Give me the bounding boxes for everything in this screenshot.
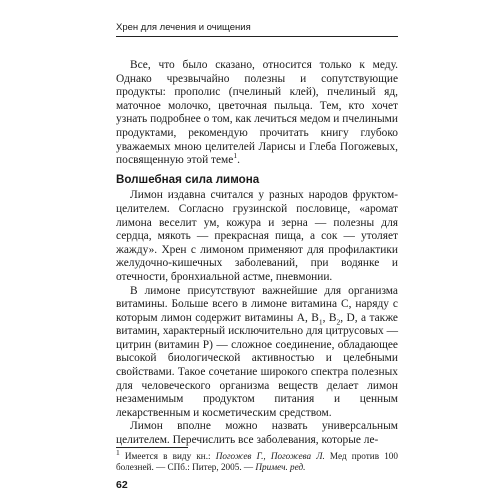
footnote-title: Мед против 100 болезней. — СПб.: Питер, 2005. — <box>116 451 398 472</box>
paragraph-text: В лимоне присутствуют важнейшие для организма витамины. Больше всего в лимоне витамина С, наряду с которым лимон содержит витамины А, В <box>116 284 398 324</box>
paragraph-lemon-healer: Лимон издавна считался у разных народов фруктом-целителем. Согласно грузинской пословице, «аромат лимона веселит ум, кожура и зерна — полезны для сердца, мякоть — прекрасная пища, а сок — утоляет жажду». Хрен с лимоном применяют для профилактики желудочно-кишечных заболеваний, при водянке и отечности, бронхиальной астме, пневмонии. <box>116 189 398 283</box>
footnote-authors: Погожев Г., Погожева Л. <box>215 451 325 461</box>
paragraph-text: Все, что было сказано, относится только к меду. Однако чрезвычайно полезны и сопутствующие продукты: прополис (пчелиный клей), пчелиный яд, маточное молочко, цветочная пыльца. Тем, кто хочет узнать подробнее о том, как лечиться медом и пчелиными продуктами, рекомендую прочитать книгу глубоко уважаемых мною целителей Ларисы и Глеба Погожевых, посвященную этой теме <box>116 59 398 167</box>
footnote-lead: Имеется в виду кн.: <box>119 451 216 461</box>
footnote-editor-note: Примеч. ред. <box>255 462 306 472</box>
footnote-mark: 1 <box>116 447 120 457</box>
paragraph-lemon-vitamins <box>116 285 398 421</box>
paragraph-text: , D, а также витамин, характерный исключительно для цитрусовых — цитрин (витамин Р) — сложное соединение, обладающее высокой биологической активностью и целебными свойствами. Такое сочетание широкого спектра полезных для человеческого организма веществ делает лимон незаменимым продуктом питания и ценным лекарственным и косметическим средством. <box>116 311 398 419</box>
paragraph-end: . <box>237 154 240 167</box>
paragraph-text: , В <box>322 311 337 324</box>
subscript-index: 2 <box>336 316 341 326</box>
running-title: Хрен для лечения и очищения <box>116 22 398 37</box>
paragraph-universal-healer: Лимон вполне можно назвать универсальным целителем. Перечислить все заболевания, которые ле- <box>116 420 398 447</box>
subscript-index: 1 <box>318 316 323 326</box>
body-text <box>116 59 398 448</box>
section-heading: Волшебная сила лимона <box>116 172 260 186</box>
paragraph-honey-products <box>116 59 398 168</box>
footnote-divider <box>116 447 188 448</box>
footnote-reference: 1 <box>233 151 238 161</box>
page-number: 62 <box>116 479 128 491</box>
footnote <box>116 447 398 473</box>
